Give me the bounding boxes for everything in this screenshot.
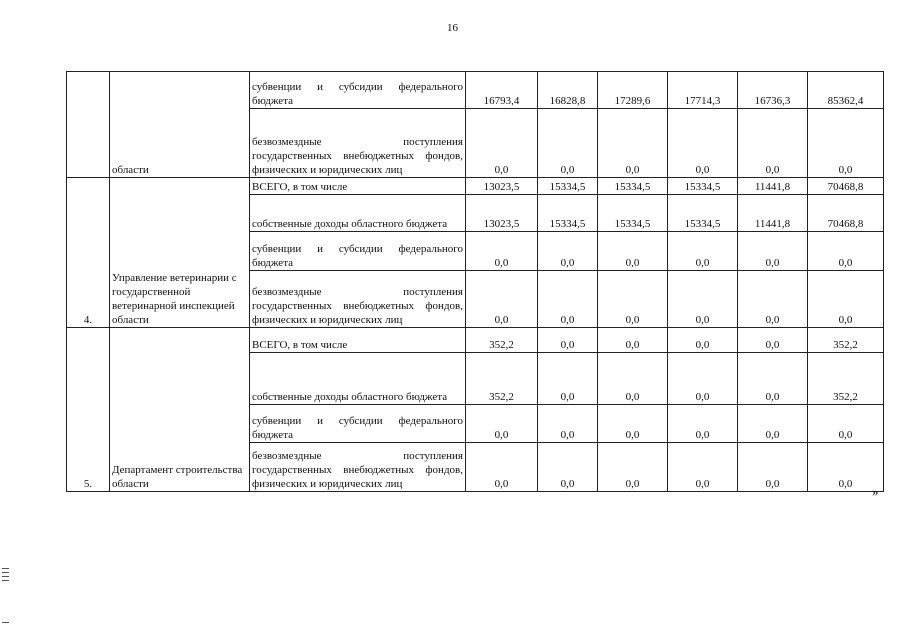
funding-source: безвозмездные поступления государственных внебюджетных фондов, физических и юридических лиц [250, 443, 466, 492]
amount-cell: 0,0 [668, 405, 738, 443]
amount-cell: 0,0 [538, 353, 598, 405]
amount-cell: 0,0 [466, 232, 538, 271]
budget-table [66, 71, 884, 492]
table-row [67, 178, 884, 195]
row-number: 4. [67, 178, 110, 328]
amount-cell: 352,2 [466, 353, 538, 405]
amount-cell: 0,0 [668, 271, 738, 328]
amount-cell: 0,0 [538, 328, 598, 353]
amount-cell: 0,0 [598, 328, 668, 353]
funding-source: собственные доходы областного бюджета [250, 353, 466, 405]
amount-cell: 15334,5 [598, 195, 668, 232]
amount-cell: 0,0 [538, 271, 598, 328]
amount-cell: 16793,4 [466, 72, 538, 109]
amount-cell: 16736,3 [738, 72, 808, 109]
amount-cell: 0,0 [538, 109, 598, 178]
funding-source: безвозмездные поступления государственных внебюджетных фондов, физических и юридических лиц [250, 271, 466, 328]
amount-cell: 15334,5 [598, 178, 668, 195]
margin-mark [2, 580, 9, 581]
amount-cell: 0,0 [738, 271, 808, 328]
amount-cell: 0,0 [738, 353, 808, 405]
amount-cell: 0,0 [598, 443, 668, 492]
amount-cell: 0,0 [466, 109, 538, 178]
amount-cell: 0,0 [598, 271, 668, 328]
amount-cell: 352,2 [808, 353, 884, 405]
funding-source: субвенции и субсидии федерального бюджета [250, 72, 466, 109]
closing-quote-mark: » [872, 484, 879, 499]
margin-mark [2, 572, 9, 573]
amount-cell: 0,0 [538, 232, 598, 271]
amount-cell: 0,0 [668, 443, 738, 492]
amount-cell: 0,0 [808, 232, 884, 271]
amount-cell: 0,0 [808, 271, 884, 328]
amount-cell: 0,0 [466, 405, 538, 443]
amount-cell: 0,0 [668, 353, 738, 405]
amount-cell: 15334,5 [538, 178, 598, 195]
amount-cell: 0,0 [598, 109, 668, 178]
row-number: 5. [67, 328, 110, 492]
funding-source: субвенции и субсидии федерального бюджета [250, 232, 466, 271]
funding-source: субвенции и субсидии федерального бюджета [250, 405, 466, 443]
amount-cell: 0,0 [466, 271, 538, 328]
amount-cell: 15334,5 [668, 195, 738, 232]
amount-cell: 0,0 [738, 443, 808, 492]
amount-cell: 11441,8 [738, 195, 808, 232]
amount-cell: 0,0 [598, 232, 668, 271]
funding-source: собственные доходы областного бюджета [250, 195, 466, 232]
amount-cell: 0,0 [668, 328, 738, 353]
amount-cell: 0,0 [668, 232, 738, 271]
amount-cell: 0,0 [466, 443, 538, 492]
amount-cell: 0,0 [668, 109, 738, 178]
amount-cell: 16828,8 [538, 72, 598, 109]
amount-cell: 0,0 [808, 443, 884, 492]
amount-cell: 0,0 [538, 443, 598, 492]
funding-source: ВСЕГО, в том числе [250, 178, 466, 195]
amount-cell: 0,0 [808, 405, 884, 443]
page-number: 16 [447, 22, 458, 34]
amount-cell: 0,0 [738, 405, 808, 443]
amount-cell: 85362,4 [808, 72, 884, 109]
amount-cell: 0,0 [738, 328, 808, 353]
table-body [67, 72, 884, 492]
organization-name: Департамент строительства области [110, 328, 250, 492]
amount-cell: 0,0 [808, 109, 884, 178]
amount-cell: 17714,3 [668, 72, 738, 109]
amount-cell: 0,0 [538, 405, 598, 443]
funding-source: безвозмездные поступления государственных внебюджетных фондов, физических и юридических лиц [250, 109, 466, 178]
amount-cell: 13023,5 [466, 195, 538, 232]
amount-cell: 11441,8 [738, 178, 808, 195]
table-row [67, 72, 884, 109]
margin-mark [2, 622, 9, 623]
amount-cell: 15334,5 [538, 195, 598, 232]
amount-cell: 352,2 [808, 328, 884, 353]
amount-cell: 70468,8 [808, 178, 884, 195]
organization-name: Управление ветеринарии с государственной ветеринарной инспекцией области [110, 178, 250, 328]
amount-cell: 0,0 [738, 232, 808, 271]
amount-cell: 17289,6 [598, 72, 668, 109]
amount-cell: 0,0 [598, 353, 668, 405]
amount-cell: 15334,5 [668, 178, 738, 195]
amount-cell: 0,0 [738, 109, 808, 178]
margin-mark [2, 576, 9, 577]
margin-mark [2, 568, 9, 569]
organization-name: области [110, 72, 250, 178]
amount-cell: 352,2 [466, 328, 538, 353]
amount-cell: 70468,8 [808, 195, 884, 232]
table-row [67, 328, 884, 353]
amount-cell: 0,0 [598, 405, 668, 443]
amount-cell: 13023,5 [466, 178, 538, 195]
funding-source: ВСЕГО, в том числе [250, 328, 466, 353]
row-number [67, 72, 110, 178]
